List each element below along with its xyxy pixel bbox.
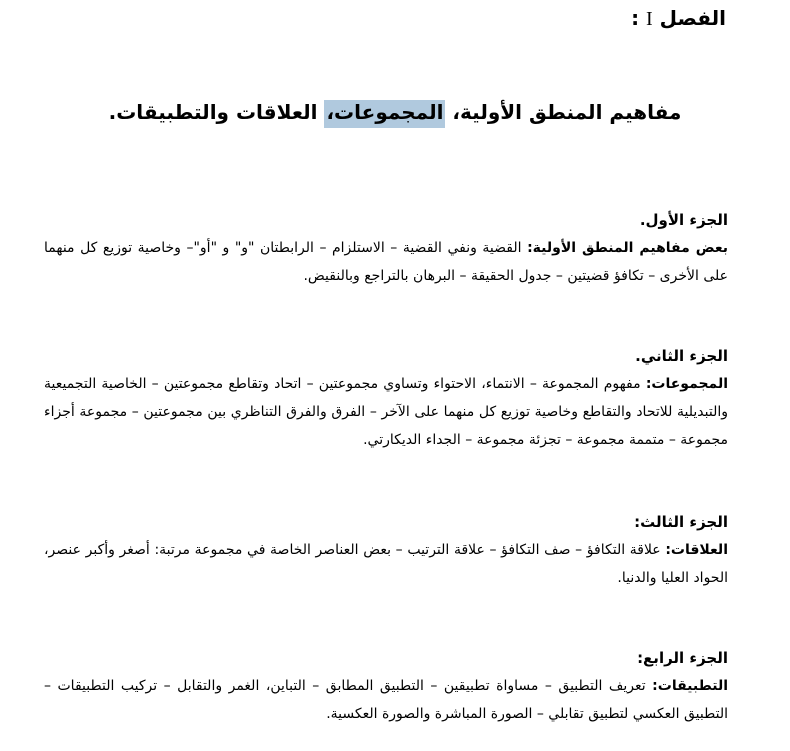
section-text: تعريف التطبيق – مساواة تطبيقين – التطبيق المطابق – التباين، الغمر والتقابل – تركيب التطبيقات – التطبيق العكسي لتطبيق تقابلي – الصورة المباشرة والصورة العكسية. [44, 678, 728, 722]
chapter-heading [631, 6, 726, 31]
section-body [44, 234, 728, 290]
title-highlighted-part: المجموعات، [324, 100, 445, 128]
section-term: العلاقات: [665, 542, 728, 558]
title-part-3: العلاقات والتطبيقات. [108, 100, 325, 124]
section-heading: الجزء الرابع: [637, 649, 728, 667]
section-body [44, 370, 728, 454]
section-text: مفهوم المجموعة – الانتماء، الاحتواء وتساوي مجموعتين – اتحاد وتقاطع مجموعتين – الخاصية التجميعية والتبديلية للاتحاد والتقاطع وخاصية توزيع كل منهما على الآخر – الفرق والفرق التناظري بين مجموعتين – مجموعة أجزاء مجموعة – متممة مجموعة – تجزئة مجموعة – الجداء الديكارتي. [44, 376, 728, 448]
section-heading: الجزء الثاني. [635, 347, 728, 365]
section-text: القضية ونفي القضية – الاستلزام – الرابطتان "و" و "أو"– وخاصية توزيع كل منهما على الأخرى – تكافؤ قضيتين – جدول الحقيقة – البرهان بالتراجع وبالنقيض. [44, 240, 728, 284]
section-part-1 [44, 210, 728, 290]
section-part-3 [44, 512, 728, 592]
chapter-colon: : [631, 6, 640, 30]
section-part-2 [44, 346, 728, 454]
page-title [0, 100, 790, 124]
section-body [44, 672, 728, 728]
section-term: التطبيقات: [652, 678, 728, 694]
chapter-label: الفصل [659, 6, 726, 30]
section-heading: الجزء الأول. [639, 211, 728, 229]
section-term: بعض مفاهيم المنطق الأولية: [527, 240, 728, 256]
section-body [44, 536, 728, 592]
chapter-numeral: I [646, 8, 653, 30]
title-part-1: مفاهيم المنطق الأولية، [445, 100, 682, 124]
section-part-4 [44, 648, 728, 728]
section-text: علاقة التكافؤ – صف التكافؤ – علاقة الترتيب – بعض العناصر الخاصة في مجموعة مرتبة: أصغر وأكبر عنصر، الحواد العليا والدنيا. [44, 542, 728, 586]
section-term: المجموعات: [645, 376, 728, 392]
section-heading: الجزء الثالث: [634, 513, 728, 531]
